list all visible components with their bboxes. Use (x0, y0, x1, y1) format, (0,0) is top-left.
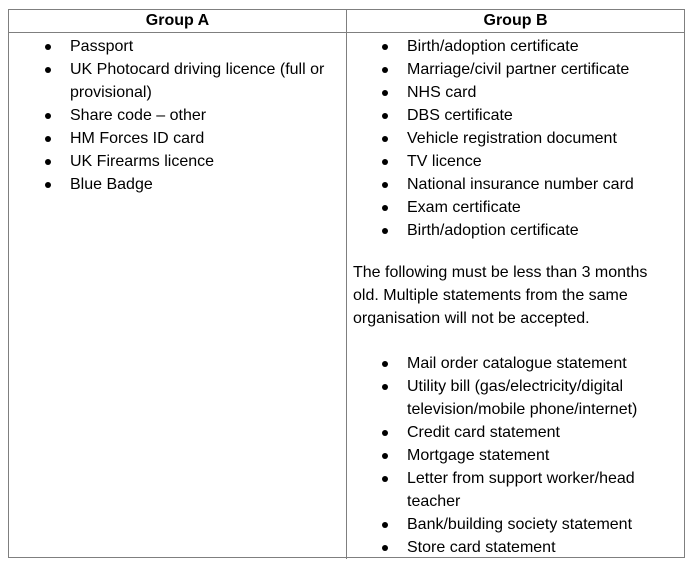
list-item: TV licence (347, 150, 684, 173)
group-a-cell (9, 33, 347, 559)
list-item: Marriage/civil partner certificate (347, 58, 684, 81)
list-item: Vehicle registration document (347, 127, 684, 150)
list-item: Birth/adoption certificate (347, 219, 684, 242)
statements-list (347, 352, 684, 559)
list-item: DBS certificate (347, 104, 684, 127)
list-item: Utility bill (gas/electricity/digital television/mobile phone/internet) (347, 375, 684, 421)
group-b-header: Group B (347, 10, 684, 33)
list-item: Share code – other (9, 104, 346, 127)
list-item: Exam certificate (347, 196, 684, 219)
statements-note: The following must be less than 3 months old. Multiple statements from the same organisation will not be accepted. (353, 264, 648, 327)
id-documents-table (8, 9, 685, 558)
group-a-list (9, 35, 346, 196)
list-item: Credit card statement (347, 421, 684, 444)
list-item: Mail order catalogue statement (347, 352, 684, 375)
group-b-cell (347, 33, 684, 559)
list-item: Passport (9, 35, 346, 58)
list-item: Letter from support worker/head teacher (347, 467, 684, 513)
list-item: Blue Badge (9, 173, 346, 196)
list-item: UK Photocard driving licence (full or provisional) (9, 58, 346, 104)
list-item: NHS card (347, 81, 684, 104)
list-item: UK Firearms licence (9, 150, 346, 173)
list-item: Birth/adoption certificate (347, 35, 684, 58)
group-b-list (347, 35, 684, 242)
list-item: HM Forces ID card (9, 127, 346, 150)
list-item: Mortgage statement (347, 444, 684, 467)
group-a-header: Group A (9, 10, 347, 33)
list-item: Bank/building society statement (347, 513, 684, 536)
list-item: Store card statement (347, 536, 684, 559)
list-item: National insurance number card (347, 173, 684, 196)
